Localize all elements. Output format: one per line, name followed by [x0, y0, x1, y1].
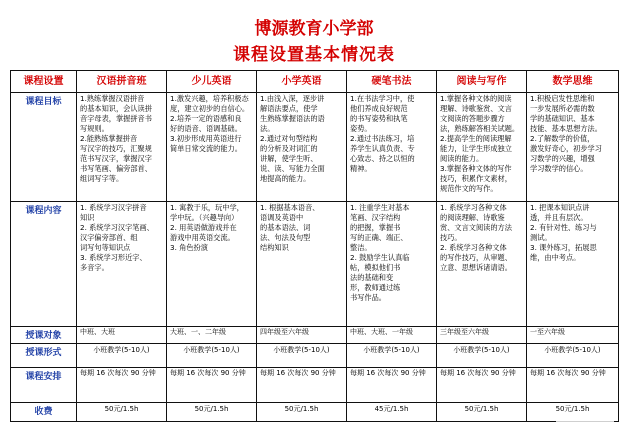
objective-line: 2.通过书法练习，培 [350, 133, 415, 143]
row-label-schedule: 课程安排 [11, 368, 77, 403]
schedule-line: 每次 90 分钟 [204, 369, 246, 378]
objective-line: 技能、基本思想方法。 [530, 123, 602, 133]
header-course: 小学英语 [257, 71, 347, 93]
objective-row [11, 92, 619, 201]
row-label-form: 授课形式 [11, 343, 77, 368]
objective-line: 书写笔画、偏旁部首、 [80, 163, 152, 173]
objective-line: 激发好奇心，初步学习 [530, 143, 602, 153]
objective-cell [167, 92, 257, 201]
form-line: (5-10人) [572, 345, 601, 354]
objective-line: 写汉字的技巧，汇聚规 [80, 143, 152, 153]
objective-line: 1.积极启发性思维和 [530, 93, 595, 103]
form-line: 小班教学 [544, 345, 573, 354]
objective-line: 写规则。 [80, 123, 109, 133]
schedule-line: 每期 16 次 [530, 369, 565, 378]
target-row [11, 327, 619, 343]
objective-line: 养学生认真负责、专 [350, 143, 415, 153]
objective-cell [347, 92, 437, 201]
content-line: 法、句法及句型 [260, 232, 311, 242]
objective-line: 精神。 [350, 163, 372, 173]
target-cell: 大班、一、二年级 [167, 327, 257, 343]
content-line: 笔画、汉字结构 [350, 212, 401, 222]
course-table [10, 70, 619, 422]
fee-cell: 50元/1.5h [527, 403, 619, 422]
content-line: 2. 系统学习各种文体 [440, 242, 507, 252]
objective-cell [437, 92, 527, 201]
schedule-cell [167, 368, 257, 403]
objective-line: 技巧，积累作文素材， [440, 173, 512, 183]
fee-cell: 50元/1.5h [77, 403, 167, 422]
content-line: 透，并且有层次。 [530, 212, 588, 222]
content-line: 2. 有针对性、练习与 [530, 222, 597, 232]
schedule-line: 每次 90 分钟 [564, 369, 606, 378]
fee-cell: 50元/1.5h [257, 403, 347, 422]
schedule-line: 每次 90 分钟 [474, 369, 516, 378]
objective-line: 2.提高学生的阅读理解 [440, 133, 512, 143]
objective-line: 2.培养一定的语感和良 [170, 113, 242, 123]
objective-line: 2.能熟练掌握拼音 [80, 133, 138, 143]
objective-line: 他们养成良好规范 [350, 103, 408, 113]
target-cell: 三年级至六年级 [437, 327, 527, 343]
content-line: 的把握，掌握书 [350, 222, 401, 232]
content-line: 2. 用英语做游戏并在 [170, 222, 237, 232]
content-line: 1. 注重学生对基本 [350, 202, 410, 212]
objective-line: 一步发展所必需的数 [530, 103, 595, 113]
form-cell [167, 343, 257, 368]
form-line: 小班教学 [453, 345, 482, 354]
fee-cell: 45元/1.5h [347, 403, 437, 422]
schedule-cell [347, 368, 437, 403]
form-cell [257, 343, 347, 368]
content-line: 法的基础和变 [350, 272, 394, 282]
content-cell [167, 201, 257, 327]
content-line: 3. 角色扮演 [170, 242, 208, 252]
form-line: (5-10人) [481, 345, 510, 354]
form-cell [347, 343, 437, 368]
header-course: 硬笔书法 [347, 71, 437, 93]
schedule-cell [257, 368, 347, 403]
row-label-objective: 课程目标 [11, 92, 77, 201]
objective-line: 1.在书法学习中，使 [350, 93, 415, 103]
form-line: 小班教学 [273, 345, 302, 354]
schedule-row [11, 368, 619, 403]
content-cell [257, 201, 347, 327]
objective-line: 法，熟练解答相关试题。 [440, 123, 520, 133]
form-line: 小班教学 [363, 345, 392, 354]
objective-line: 好的语音、语调基础。 [170, 123, 242, 133]
content-line: 游戏中用英语交流。 [170, 232, 235, 242]
form-line: (5-10人) [211, 345, 240, 354]
objective-line: 简单日常交流的能力。 [170, 143, 242, 153]
objective-line: 3.掌握各种文体的写作 [440, 163, 512, 173]
content-line: 赏、文言文阅读的方法 [440, 222, 512, 232]
objective-line: 1.由浅入深，逐步讲 [260, 93, 325, 103]
header-course: 数学思维 [527, 71, 619, 93]
content-line: 3. 系统学习形近字、 [80, 252, 147, 262]
schedule-line: 每期 16 次 [170, 369, 205, 378]
objective-line: 文阅读的答题步骤方 [440, 113, 505, 123]
content-line: 结构知识 [260, 242, 289, 252]
content-line: 词写句等知识点 [80, 242, 131, 252]
content-line: 的阅读理解、诗歌鉴 [440, 212, 505, 222]
school-title: 博源教育小学部 [254, 19, 374, 39]
content-line: 测试。 [530, 232, 552, 242]
content-line: 维，由中考点。 [530, 252, 581, 262]
content-line: 1. 把课本知识点讲 [530, 202, 590, 212]
content-line: 学中玩。（兴趣导向） [170, 212, 239, 222]
fee-row [11, 403, 619, 422]
content-line: 1. 系统学习汉字拼音 [80, 202, 147, 212]
form-cell [77, 343, 167, 368]
form-line: (5-10人) [121, 345, 150, 354]
objective-line: 度，建立初步的自信心。 [170, 103, 250, 113]
row-label-target: 授课对象 [11, 327, 77, 343]
form-line: (5-10人) [391, 345, 420, 354]
content-line: 2. 系统学习汉字笔画、 [80, 222, 154, 232]
objective-line: 3.初步形成用英语进行 [170, 133, 242, 143]
content-line: 写的正确、端正、 [350, 232, 408, 242]
content-line: 汉字偏旁部首、组 [80, 232, 138, 242]
objective-line: 2.了解数学的价值， [530, 133, 595, 143]
content-line: 形，教师通过练 [350, 282, 401, 292]
schedule-line: 每次 90 分钟 [384, 369, 426, 378]
objective-line: 阅读的能力。 [440, 153, 484, 163]
target-cell: 中班、大班、一年级 [347, 327, 437, 343]
schedule-line: 每次 90 分钟 [114, 369, 156, 378]
objective-line: 组词写字等。 [80, 173, 124, 183]
form-line: (5-10人) [301, 345, 330, 354]
row-label-fee: 收费 [11, 403, 77, 422]
objective-line: 说、读、写能力全面 [260, 163, 325, 173]
content-line: 帖，模拟他们书 [350, 262, 401, 272]
objective-line: 法。 [260, 123, 275, 133]
target-cell: 四年级至六年级 [257, 327, 347, 343]
objective-line: 2.通过对句型结构 [260, 133, 318, 143]
form-row [11, 343, 619, 368]
content-line: 1. 寓教于乐，玩中学， [170, 202, 244, 212]
content-cell [527, 201, 619, 327]
table-title: 课程设置基本情况表 [233, 45, 395, 65]
content-line: 1. 根据基本语音、 [260, 202, 320, 212]
objective-line: 能力，让学生形成独立 [440, 143, 512, 153]
content-line: 立意、思想诉诸请语。 [440, 262, 512, 272]
content-line: 的基本语法、词 [260, 222, 311, 232]
target-cell: 一至六年级 [527, 327, 619, 343]
fee-cell: 50元/1.5h [437, 403, 527, 422]
content-line: 技巧。 [440, 232, 462, 242]
form-line: 小班教学 [93, 345, 122, 354]
content-line: 语调及英语中 [260, 212, 304, 222]
content-line: 多音字。 [80, 262, 109, 272]
objective-line: 的书写姿势和执笔 [350, 113, 408, 123]
schedule-line: 每期 16 次 [80, 369, 115, 378]
form-cell [437, 343, 527, 368]
objective-line: 讲解，使学生听、 [260, 153, 318, 163]
header-course: 阅读与写作 [437, 71, 527, 93]
objective-line: 1.掌握各种文体的阅读 [440, 93, 512, 103]
objective-cell [77, 92, 167, 201]
schedule-cell [527, 368, 619, 403]
content-line: 3. 课外练习，拓展思 [530, 242, 597, 252]
content-cell [437, 201, 527, 327]
objective-cell [527, 92, 619, 201]
objective-line: 的分析及对词汇的 [260, 143, 318, 153]
objective-line: 1.激发兴趣，培养积极态 [170, 93, 249, 103]
header-course: 汉语拼音班 [77, 71, 167, 93]
objective-cell [257, 92, 347, 201]
objective-line: 姿势。 [350, 123, 372, 133]
objective-line: 音字母表，掌握拼音书 [80, 113, 152, 123]
objective-line: 生熟练掌握语法的语 [260, 113, 325, 123]
objective-line: 规范作文的写作。 [440, 183, 498, 193]
header-course: 少儿英语 [167, 71, 257, 93]
objective-line: 理解、诗歌鉴赏、文言 [440, 103, 512, 113]
content-line: 书写作品。 [350, 292, 386, 302]
target-cell: 中班、大班 [77, 327, 167, 343]
schedule-line: 每期 16 次 [440, 369, 475, 378]
objective-line: 心致志、持之以恒的 [350, 153, 415, 163]
content-cell [77, 201, 167, 327]
objective-line: 习数学的兴趣，增强 [530, 153, 595, 163]
schedule-line: 每次 90 分钟 [294, 369, 336, 378]
fee-cell: 50元/1.5h [167, 403, 257, 422]
content-line: 整洁。 [350, 242, 372, 252]
form-line: 小班教学 [183, 345, 212, 354]
objective-line: 1.熟练掌握汉语拼音 [80, 93, 145, 103]
form-cell [527, 343, 619, 368]
header-course-setting: 课程设置 [11, 71, 77, 93]
content-line: 1. 系统学习各种文体 [440, 202, 507, 212]
objective-line: 学的基础知识、基本 [530, 113, 595, 123]
schedule-line: 每期 16 次 [260, 369, 295, 378]
content-cell [347, 201, 437, 327]
content-line: 2. 鼓励学生认真临 [350, 252, 410, 262]
schedule-cell [77, 368, 167, 403]
header-row [11, 71, 619, 93]
content-line: 知识 [80, 212, 95, 222]
objective-line: 的基本知识，会认读拼 [80, 103, 152, 113]
objective-line: 解语法要点，使学 [260, 103, 318, 113]
objective-line: 范书写汉字，掌握汉字 [80, 153, 152, 163]
schedule-line: 每期 16 次 [350, 369, 385, 378]
objective-line: 地提高的能力。 [260, 173, 311, 183]
content-row [11, 201, 619, 327]
content-line: 的写作技巧，从审题、 [440, 252, 512, 262]
watermark-cover [556, 416, 614, 430]
schedule-cell [437, 368, 527, 403]
row-label-content: 课程内容 [11, 201, 77, 327]
objective-line: 学习数学的信心。 [530, 163, 588, 173]
